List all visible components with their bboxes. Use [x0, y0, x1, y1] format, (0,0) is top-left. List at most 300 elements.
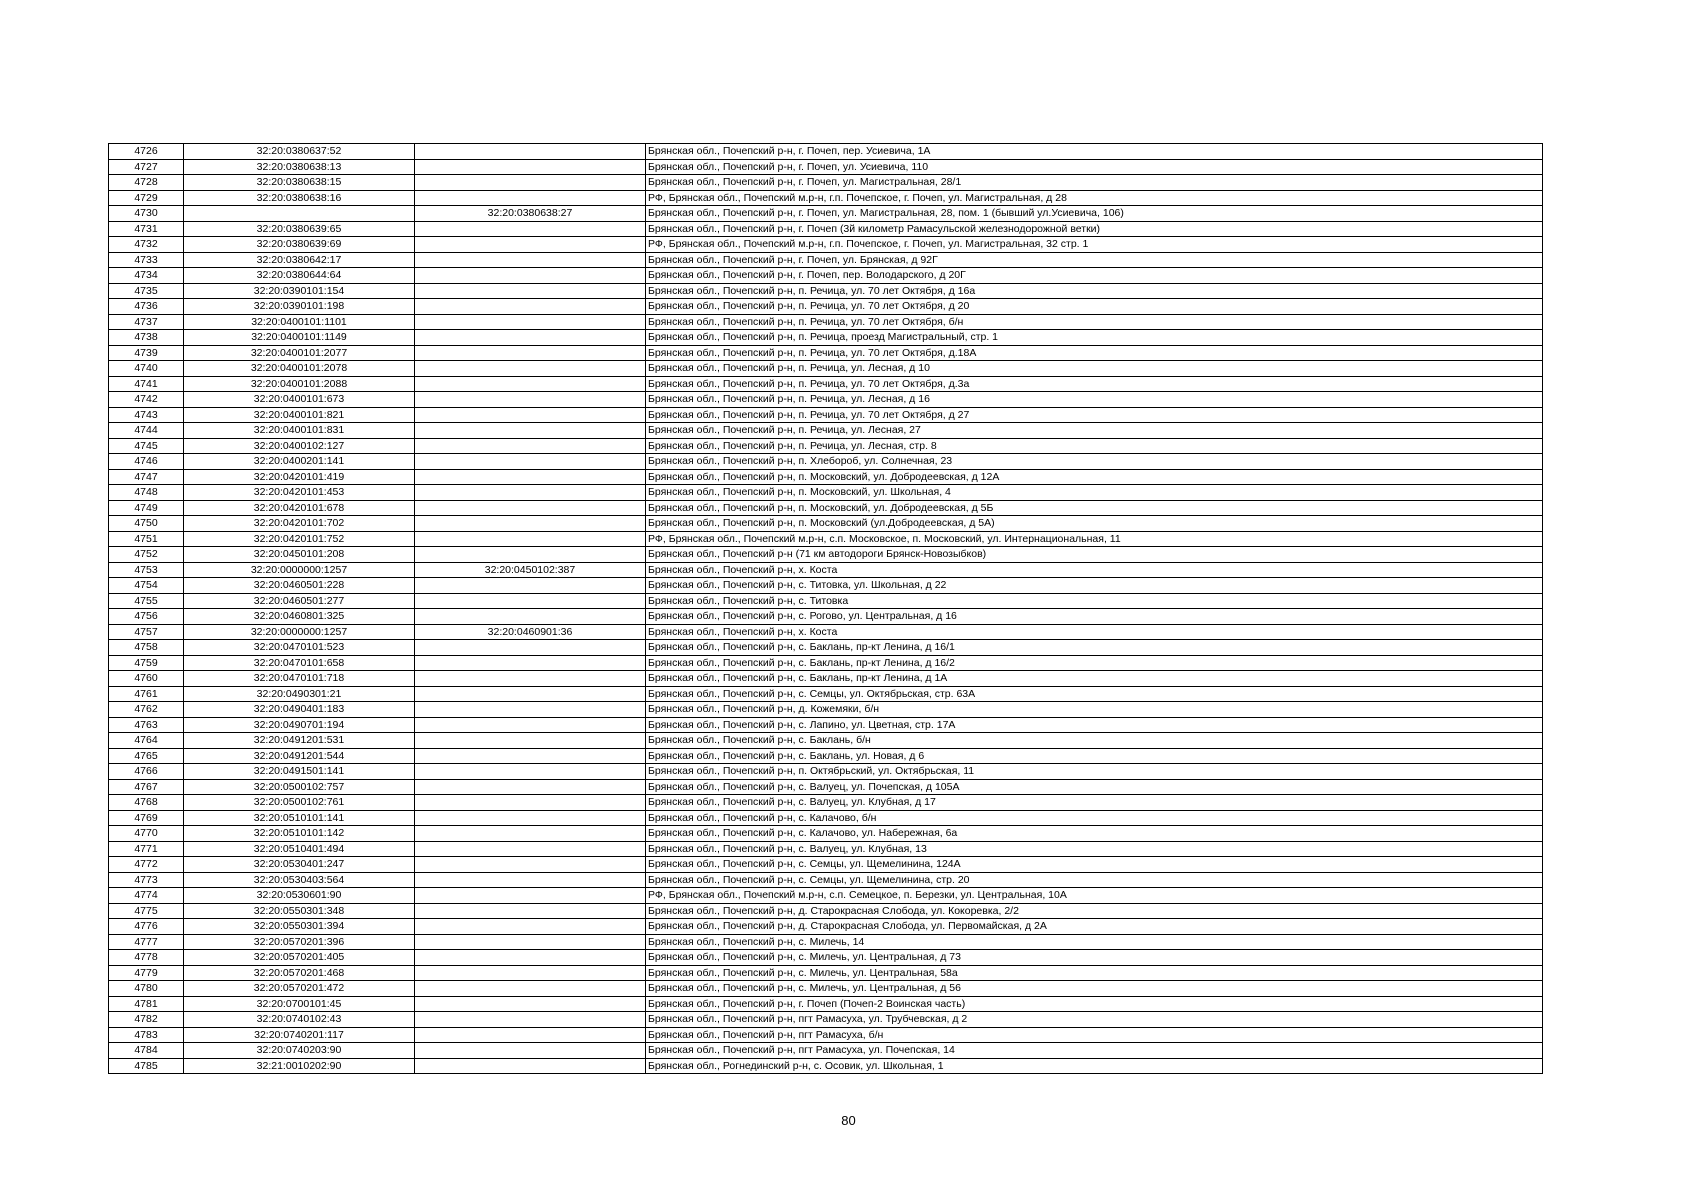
cadastral-number-cell: 32:20:0450101:208: [184, 547, 415, 563]
secondary-cadastral-number-cell: [415, 423, 646, 439]
table-row: [109, 593, 1543, 609]
table-row: [109, 190, 1543, 206]
table-row: [109, 717, 1543, 733]
table-row: [109, 485, 1543, 501]
secondary-cadastral-number-cell: [415, 268, 646, 284]
secondary-cadastral-number-cell: [415, 516, 646, 532]
row-number-cell: 4767: [109, 779, 184, 795]
table-row: [109, 252, 1543, 268]
cadastral-number-cell: 32:20:0400101:821: [184, 407, 415, 423]
cadastral-number-cell: 32:20:0570201:396: [184, 934, 415, 950]
table-row: [109, 283, 1543, 299]
cadastral-number-cell: 32:20:0510101:141: [184, 810, 415, 826]
secondary-cadastral-number-cell: [415, 671, 646, 687]
address-cell: Брянская обл., Почепский р-н, с. Милечь, ул. Центральная, д 56: [646, 981, 1543, 997]
cadastral-number-cell: 32:20:0380642:17: [184, 252, 415, 268]
secondary-cadastral-number-cell: [415, 748, 646, 764]
table-row: [109, 175, 1543, 191]
secondary-cadastral-number-cell: [415, 175, 646, 191]
table-row: [109, 159, 1543, 175]
table-row: [109, 345, 1543, 361]
table-row: [109, 795, 1543, 811]
secondary-cadastral-number-cell: [415, 934, 646, 950]
table-row: [109, 423, 1543, 439]
table-row: [109, 624, 1543, 640]
table-row: [109, 547, 1543, 563]
secondary-cadastral-number-cell: [415, 547, 646, 563]
address-cell: Брянская обл., Почепский р-н, х. Коста: [646, 562, 1543, 578]
cadastral-number-cell: 32:20:0491201:544: [184, 748, 415, 764]
address-cell: Брянская обл., Почепский р-н, п. Речица, ул. 70 лет Октября, д 20: [646, 299, 1543, 315]
row-number-cell: 4733: [109, 252, 184, 268]
secondary-cadastral-number-cell: [415, 826, 646, 842]
row-number-cell: 4765: [109, 748, 184, 764]
table-row: [109, 578, 1543, 594]
cadastral-number-cell: 32:20:0400101:673: [184, 392, 415, 408]
cadastral-number-cell: 32:20:0550301:394: [184, 919, 415, 935]
table-row: [109, 562, 1543, 578]
address-cell: Брянская обл., Почепский р-н, д. Старокрасная Слобода, ул. Первомайская, д 2А: [646, 919, 1543, 935]
address-cell: Брянская обл., Почепский р-н, с. Титовка, ул. Школьная, д 22: [646, 578, 1543, 594]
row-number-cell: 4730: [109, 206, 184, 222]
row-number-cell: 4762: [109, 702, 184, 718]
row-number-cell: 4745: [109, 438, 184, 454]
address-cell: Брянская обл., Почепский р-н, г. Почеп, ул. Брянская, д 92Г: [646, 252, 1543, 268]
secondary-cadastral-number-cell: [415, 469, 646, 485]
secondary-cadastral-number-cell: [415, 841, 646, 857]
address-cell: Брянская обл., Почепский р-н, п. Московский, ул. Школьная, 4: [646, 485, 1543, 501]
row-number-cell: 4775: [109, 903, 184, 919]
address-cell: Брянская обл., Почепский р-н, с. Баклань, пр-кт Ленина, д 16/2: [646, 655, 1543, 671]
table-row: [109, 1012, 1543, 1028]
row-number-cell: 4778: [109, 950, 184, 966]
row-number-cell: 4752: [109, 547, 184, 563]
table-row: [109, 671, 1543, 687]
cadastral-number-cell: 32:20:0400101:2088: [184, 376, 415, 392]
secondary-cadastral-number-cell: [415, 485, 646, 501]
address-cell: Брянская обл., Почепский р-н, с. Валуец, ул. Почепская, д 105А: [646, 779, 1543, 795]
table-row: [109, 981, 1543, 997]
table-row: [109, 779, 1543, 795]
address-cell: Брянская обл., Почепский р-н, г. Почеп, пер. Володарского, д 20Г: [646, 268, 1543, 284]
address-cell: Брянская обл., Почепский р-н, п. Московский, ул. Добродеевская, д 12А: [646, 469, 1543, 485]
secondary-cadastral-number-cell: [415, 361, 646, 377]
cadastral-number-cell: 32:20:0380639:69: [184, 237, 415, 253]
address-cell: Брянская обл., Почепский р-н (71 км автодороги Брянск-Новозыбков): [646, 547, 1543, 563]
secondary-cadastral-number-cell: 32:20:0450102:387: [415, 562, 646, 578]
row-number-cell: 4751: [109, 531, 184, 547]
cadastral-number-cell: 32:20:0380638:13: [184, 159, 415, 175]
address-cell: Брянская обл., Почепский р-н, п. Речица, проезд Магистральный, стр. 1: [646, 330, 1543, 346]
table-row: [109, 950, 1543, 966]
cadastral-number-cell: 32:20:0530403:564: [184, 872, 415, 888]
row-number-cell: 4736: [109, 299, 184, 315]
address-cell: Брянская обл., Почепский р-н, с. Валуец, ул. Клубная, 13: [646, 841, 1543, 857]
address-cell: Брянская обл., Почепский р-н, с. Милечь, ул. Центральная, 58а: [646, 965, 1543, 981]
cadastral-number-cell: 32:20:0420101:752: [184, 531, 415, 547]
secondary-cadastral-number-cell: [415, 857, 646, 873]
cadastral-number-cell: 32:20:0400101:2078: [184, 361, 415, 377]
secondary-cadastral-number-cell: [415, 919, 646, 935]
row-number-cell: 4756: [109, 609, 184, 625]
secondary-cadastral-number-cell: [415, 376, 646, 392]
cadastral-number-cell: 32:20:0400201:141: [184, 454, 415, 470]
address-cell: Брянская обл., Почепский р-н, п. Речица, ул. 70 лет Октября, д 27: [646, 407, 1543, 423]
secondary-cadastral-number-cell: [415, 531, 646, 547]
cadastral-number-cell: 32:20:0390101:154: [184, 283, 415, 299]
secondary-cadastral-number-cell: [415, 795, 646, 811]
secondary-cadastral-number-cell: [415, 190, 646, 206]
address-cell: Брянская обл., Почепский р-н, с. Титовка: [646, 593, 1543, 609]
secondary-cadastral-number-cell: [415, 144, 646, 160]
secondary-cadastral-number-cell: [415, 609, 646, 625]
registry-table-body: [109, 144, 1543, 1074]
row-number-cell: 4754: [109, 578, 184, 594]
address-cell: Брянская обл., Почепский р-н, х. Коста: [646, 624, 1543, 640]
secondary-cadastral-number-cell: [415, 159, 646, 175]
row-number-cell: 4780: [109, 981, 184, 997]
table-row: [109, 996, 1543, 1012]
cadastral-number-cell: 32:20:0420101:702: [184, 516, 415, 532]
secondary-cadastral-number-cell: [415, 314, 646, 330]
address-cell: Брянская обл., Почепский р-н, с. Милечь, 14: [646, 934, 1543, 950]
address-cell: Брянская обл., Почепский р-н, г. Почеп, ул. Усиевича, 110: [646, 159, 1543, 175]
secondary-cadastral-number-cell: [415, 438, 646, 454]
table-row: [109, 330, 1543, 346]
row-number-cell: 4737: [109, 314, 184, 330]
address-cell: Брянская обл., Рогнединский р-н, с. Осовик, ул. Школьная, 1: [646, 1058, 1543, 1074]
cadastral-number-cell: 32:20:0400101:1101: [184, 314, 415, 330]
cadastral-number-cell: 32:20:0491201:531: [184, 733, 415, 749]
table-row: [109, 826, 1543, 842]
secondary-cadastral-number-cell: [415, 779, 646, 795]
address-cell: Брянская обл., Почепский р-н, п. Речица, ул. 70 лет Октября, д.3а: [646, 376, 1543, 392]
cadastral-number-cell: 32:20:0380637:52: [184, 144, 415, 160]
row-number-cell: 4759: [109, 655, 184, 671]
row-number-cell: 4779: [109, 965, 184, 981]
address-cell: Брянская обл., Почепский р-н, с. Баклань, пр-кт Ленина, д 1А: [646, 671, 1543, 687]
cadastral-number-cell: 32:20:0740203:90: [184, 1043, 415, 1059]
cadastral-number-cell: 32:20:0420101:419: [184, 469, 415, 485]
row-number-cell: 4741: [109, 376, 184, 392]
address-cell: Брянская обл., Почепский р-н, пгт Рамасуха, ул. Трубчевская, д 2: [646, 1012, 1543, 1028]
table-row: [109, 500, 1543, 516]
row-number-cell: 4728: [109, 175, 184, 191]
cadastral-number-cell: 32:20:0380644:64: [184, 268, 415, 284]
address-cell: РФ, Брянская обл., Почепский м.р-н, г.п. Почепское, г. Почеп, ул. Магистральная, д 28: [646, 190, 1543, 206]
table-row: [109, 841, 1543, 857]
address-cell: Брянская обл., Почепский р-н, п. Московский, ул. Добродеевская, д 5Б: [646, 500, 1543, 516]
secondary-cadastral-number-cell: [415, 221, 646, 237]
secondary-cadastral-number-cell: [415, 733, 646, 749]
address-cell: Брянская обл., Почепский р-н, п. Хлебороб, ул. Солнечная, 23: [646, 454, 1543, 470]
row-number-cell: 4761: [109, 686, 184, 702]
row-number-cell: 4742: [109, 392, 184, 408]
address-cell: РФ, Брянская обл., Почепский м.р-н, с.п. Семецкое, п. Березки, ул. Центральная, 10А: [646, 888, 1543, 904]
row-number-cell: 4748: [109, 485, 184, 501]
row-number-cell: 4773: [109, 872, 184, 888]
cadastral-number-cell: 32:20:0400101:2077: [184, 345, 415, 361]
secondary-cadastral-number-cell: [415, 810, 646, 826]
row-number-cell: 4749: [109, 500, 184, 516]
table-row: [109, 872, 1543, 888]
address-cell: Брянская обл., Почепский р-н, с. Семцы, ул. Щемелинина, стр. 20: [646, 872, 1543, 888]
row-number-cell: 4774: [109, 888, 184, 904]
cadastral-number-cell: [184, 206, 415, 222]
address-cell: Брянская обл., Почепский р-н, г. Почеп (3й километр Рамасульской железнодорожной ветки): [646, 221, 1543, 237]
secondary-cadastral-number-cell: [415, 640, 646, 656]
table-row: [109, 268, 1543, 284]
cadastral-number-cell: 32:20:0380638:16: [184, 190, 415, 206]
row-number-cell: 4729: [109, 190, 184, 206]
table-row: [109, 1058, 1543, 1074]
table-row: [109, 640, 1543, 656]
table-row: [109, 888, 1543, 904]
table-row: [109, 407, 1543, 423]
cadastral-number-cell: 32:20:0470101:718: [184, 671, 415, 687]
address-cell: Брянская обл., Почепский р-н, п. Московский (ул.Добродеевская, д 5А): [646, 516, 1543, 532]
secondary-cadastral-number-cell: [415, 593, 646, 609]
row-number-cell: 4770: [109, 826, 184, 842]
secondary-cadastral-number-cell: [415, 888, 646, 904]
row-number-cell: 4726: [109, 144, 184, 160]
address-cell: Брянская обл., Почепский р-н, с. Семцы, ул. Щемелинина, 124А: [646, 857, 1543, 873]
row-number-cell: 4727: [109, 159, 184, 175]
row-number-cell: 4731: [109, 221, 184, 237]
secondary-cadastral-number-cell: [415, 686, 646, 702]
cadastral-number-cell: 32:20:0000000:1257: [184, 562, 415, 578]
cadastral-number-cell: 32:20:0530401:247: [184, 857, 415, 873]
secondary-cadastral-number-cell: 32:20:0380638:27: [415, 206, 646, 222]
cadastral-number-cell: 32:20:0570201:472: [184, 981, 415, 997]
table-row: [109, 965, 1543, 981]
row-number-cell: 4758: [109, 640, 184, 656]
table-row: [109, 221, 1543, 237]
secondary-cadastral-number-cell: [415, 283, 646, 299]
table-row: [109, 376, 1543, 392]
secondary-cadastral-number-cell: [415, 392, 646, 408]
cadastral-number-cell: 32:20:0000000:1257: [184, 624, 415, 640]
table-row: [109, 299, 1543, 315]
table-row: [109, 655, 1543, 671]
address-cell: Брянская обл., Почепский р-н, с. Баклань, пр-кт Ленина, д 16/1: [646, 640, 1543, 656]
cadastral-number-cell: 32:20:0460501:228: [184, 578, 415, 594]
row-number-cell: 4781: [109, 996, 184, 1012]
address-cell: Брянская обл., Почепский р-н, п. Речица, ул. 70 лет Октября, б/н: [646, 314, 1543, 330]
cadastral-number-cell: 32:20:0470101:658: [184, 655, 415, 671]
row-number-cell: 4772: [109, 857, 184, 873]
address-cell: Брянская обл., Почепский р-н, пгт Рамасуха, ул. Почепская, 14: [646, 1043, 1543, 1059]
table-row: [109, 764, 1543, 780]
row-number-cell: 4777: [109, 934, 184, 950]
row-number-cell: 4743: [109, 407, 184, 423]
row-number-cell: 4768: [109, 795, 184, 811]
address-cell: Брянская обл., Почепский р-н, г. Почеп (Почеп-2 Воинская часть): [646, 996, 1543, 1012]
secondary-cadastral-number-cell: [415, 903, 646, 919]
address-cell: Брянская обл., Почепский р-н, с. Милечь, ул. Центральная, д 73: [646, 950, 1543, 966]
address-cell: РФ, Брянская обл., Почепский м.р-н, с.п. Московское, п. Московский, ул. Интернациональная, 11: [646, 531, 1543, 547]
cadastral-number-cell: 32:20:0420101:453: [184, 485, 415, 501]
secondary-cadastral-number-cell: [415, 500, 646, 516]
row-number-cell: 4735: [109, 283, 184, 299]
address-cell: Брянская обл., Почепский р-н, п. Речица, ул. 70 лет Октября, д.18А: [646, 345, 1543, 361]
address-cell: Брянская обл., Почепский р-н, п. Речица, ул. Лесная, д 16: [646, 392, 1543, 408]
cadastral-number-cell: 32:20:0380638:15: [184, 175, 415, 191]
cadastral-number-cell: 32:20:0390101:198: [184, 299, 415, 315]
table-row: [109, 469, 1543, 485]
secondary-cadastral-number-cell: [415, 655, 646, 671]
table-row: [109, 314, 1543, 330]
table-row: [109, 1043, 1543, 1059]
secondary-cadastral-number-cell: [415, 965, 646, 981]
row-number-cell: 4746: [109, 454, 184, 470]
secondary-cadastral-number-cell: [415, 981, 646, 997]
row-number-cell: 4747: [109, 469, 184, 485]
address-cell: Брянская обл., Почепский р-н, п. Речица, ул. Лесная, д 10: [646, 361, 1543, 377]
row-number-cell: 4771: [109, 841, 184, 857]
table-row: [109, 810, 1543, 826]
cadastral-number-cell: 32:20:0530601:90: [184, 888, 415, 904]
row-number-cell: 4783: [109, 1027, 184, 1043]
address-cell: Брянская обл., Почепский р-н, с. Баклань, б/н: [646, 733, 1543, 749]
row-number-cell: 4740: [109, 361, 184, 377]
table-row: [109, 361, 1543, 377]
table-row: [109, 144, 1543, 160]
cadastral-number-cell: 32:20:0400101:1149: [184, 330, 415, 346]
cadastral-number-cell: 32:20:0470101:523: [184, 640, 415, 656]
secondary-cadastral-number-cell: [415, 1027, 646, 1043]
cadastral-number-cell: 32:20:0570201:405: [184, 950, 415, 966]
secondary-cadastral-number-cell: [415, 237, 646, 253]
cadastral-number-cell: 32:20:0420101:678: [184, 500, 415, 516]
table-row: [109, 516, 1543, 532]
row-number-cell: 4739: [109, 345, 184, 361]
secondary-cadastral-number-cell: [415, 454, 646, 470]
address-cell: Брянская обл., Почепский р-н, г. Почеп, пер. Усиевича, 1А: [646, 144, 1543, 160]
secondary-cadastral-number-cell: [415, 872, 646, 888]
cadastral-number-cell: 32:20:0460801:325: [184, 609, 415, 625]
address-cell: Брянская обл., Почепский р-н, с. Баклань, ул. Новая, д 6: [646, 748, 1543, 764]
secondary-cadastral-number-cell: [415, 1043, 646, 1059]
secondary-cadastral-number-cell: [415, 764, 646, 780]
row-number-cell: 4763: [109, 717, 184, 733]
cadastral-number-cell: 32:20:0400102:127: [184, 438, 415, 454]
table-row: [109, 438, 1543, 454]
table-row: [109, 392, 1543, 408]
address-cell: Брянская обл., Почепский р-н, пгт Рамасуха, б/н: [646, 1027, 1543, 1043]
row-number-cell: 4757: [109, 624, 184, 640]
address-cell: Брянская обл., Почепский р-н, с. Семцы, ул. Октябрьская, стр. 63А: [646, 686, 1543, 702]
table-row: [109, 702, 1543, 718]
row-number-cell: 4753: [109, 562, 184, 578]
table-row: [109, 686, 1543, 702]
table-row: [109, 748, 1543, 764]
secondary-cadastral-number-cell: 32:20:0460901:36: [415, 624, 646, 640]
cadastral-number-cell: 32:21:0010202:90: [184, 1058, 415, 1074]
row-number-cell: 4766: [109, 764, 184, 780]
row-number-cell: 4732: [109, 237, 184, 253]
row-number-cell: 4738: [109, 330, 184, 346]
cadastral-number-cell: 32:20:0491501:141: [184, 764, 415, 780]
secondary-cadastral-number-cell: [415, 1058, 646, 1074]
secondary-cadastral-number-cell: [415, 1012, 646, 1028]
cadastral-number-cell: 32:20:0490401:183: [184, 702, 415, 718]
cadastral-number-cell: 32:20:0570201:468: [184, 965, 415, 981]
address-cell: Брянская обл., Почепский р-н, п. Речица, ул. Лесная, стр. 8: [646, 438, 1543, 454]
address-cell: Брянская обл., Почепский р-н, с. Рогово, ул. Центральная, д 16: [646, 609, 1543, 625]
cadastral-number-cell: 32:20:0380639:65: [184, 221, 415, 237]
secondary-cadastral-number-cell: [415, 330, 646, 346]
address-cell: Брянская обл., Почепский р-н, д. Старокрасная Слобода, ул. Кокоревка, 2/2: [646, 903, 1543, 919]
table-row: [109, 1027, 1543, 1043]
address-cell: Брянская обл., Почепский р-н, с. Калачово, б/н: [646, 810, 1543, 826]
table-row: [109, 919, 1543, 935]
table-row: [109, 454, 1543, 470]
row-number-cell: 4734: [109, 268, 184, 284]
table-row: [109, 531, 1543, 547]
address-cell: Брянская обл., Почепский р-н, д. Кожемяки, б/н: [646, 702, 1543, 718]
cadastral-number-cell: 32:20:0490301:21: [184, 686, 415, 702]
row-number-cell: 4785: [109, 1058, 184, 1074]
address-cell: Брянская обл., Почепский р-н, г. Почеп, ул. Магистральная, 28/1: [646, 175, 1543, 191]
cadastral-number-cell: 32:20:0550301:348: [184, 903, 415, 919]
cadastral-number-cell: 32:20:0400101:831: [184, 423, 415, 439]
address-cell: Брянская обл., Почепский р-н, с. Лапино, ул. Цветная, стр. 17А: [646, 717, 1543, 733]
cadastral-number-cell: 32:20:0510401:494: [184, 841, 415, 857]
secondary-cadastral-number-cell: [415, 252, 646, 268]
row-number-cell: 4760: [109, 671, 184, 687]
row-number-cell: 4776: [109, 919, 184, 935]
page-number: 80: [841, 1113, 856, 1128]
address-cell: Брянская обл., Почепский р-н, п. Октябрьский, ул. Октябрьская, 11: [646, 764, 1543, 780]
secondary-cadastral-number-cell: [415, 702, 646, 718]
row-number-cell: 4750: [109, 516, 184, 532]
cadastral-number-cell: 32:20:0500102:757: [184, 779, 415, 795]
registry-table: [108, 143, 1543, 1074]
cadastral-number-cell: 32:20:0510101:142: [184, 826, 415, 842]
cadastral-number-cell: 32:20:0500102:761: [184, 795, 415, 811]
cadastral-number-cell: 32:20:0490701:194: [184, 717, 415, 733]
table-row: [109, 237, 1543, 253]
table-row: [109, 609, 1543, 625]
row-number-cell: 4769: [109, 810, 184, 826]
secondary-cadastral-number-cell: [415, 996, 646, 1012]
row-number-cell: 4755: [109, 593, 184, 609]
cadastral-number-cell: 32:20:0460501:277: [184, 593, 415, 609]
address-cell: Брянская обл., Почепский р-н, п. Речица, ул. 70 лет Октября, д 16а: [646, 283, 1543, 299]
table-row: [109, 934, 1543, 950]
cadastral-number-cell: 32:20:0740201:117: [184, 1027, 415, 1043]
table-row: [109, 206, 1543, 222]
table-row: [109, 733, 1543, 749]
secondary-cadastral-number-cell: [415, 950, 646, 966]
cadastral-number-cell: 32:20:0740102:43: [184, 1012, 415, 1028]
address-cell: Брянская обл., Почепский р-н, с. Калачово, ул. Набережная, 6а: [646, 826, 1543, 842]
row-number-cell: 4782: [109, 1012, 184, 1028]
secondary-cadastral-number-cell: [415, 578, 646, 594]
cadastral-number-cell: 32:20:0700101:45: [184, 996, 415, 1012]
secondary-cadastral-number-cell: [415, 345, 646, 361]
secondary-cadastral-number-cell: [415, 717, 646, 733]
table-row: [109, 903, 1543, 919]
secondary-cadastral-number-cell: [415, 299, 646, 315]
address-cell: Брянская обл., Почепский р-н, с. Валуец, ул. Клубная, д 17: [646, 795, 1543, 811]
address-cell: РФ, Брянская обл., Почепский м.р-н, г.п. Почепское, г. Почеп, ул. Магистральная, 32 стр. 1: [646, 237, 1543, 253]
row-number-cell: 4764: [109, 733, 184, 749]
address-cell: Брянская обл., Почепский р-н, п. Речица, ул. Лесная, 27: [646, 423, 1543, 439]
table-row: [109, 857, 1543, 873]
address-cell: Брянская обл., Почепский р-н, г. Почеп, ул. Магистральная, 28, пом. 1 (бывший ул.Усиевича, 106): [646, 206, 1543, 222]
